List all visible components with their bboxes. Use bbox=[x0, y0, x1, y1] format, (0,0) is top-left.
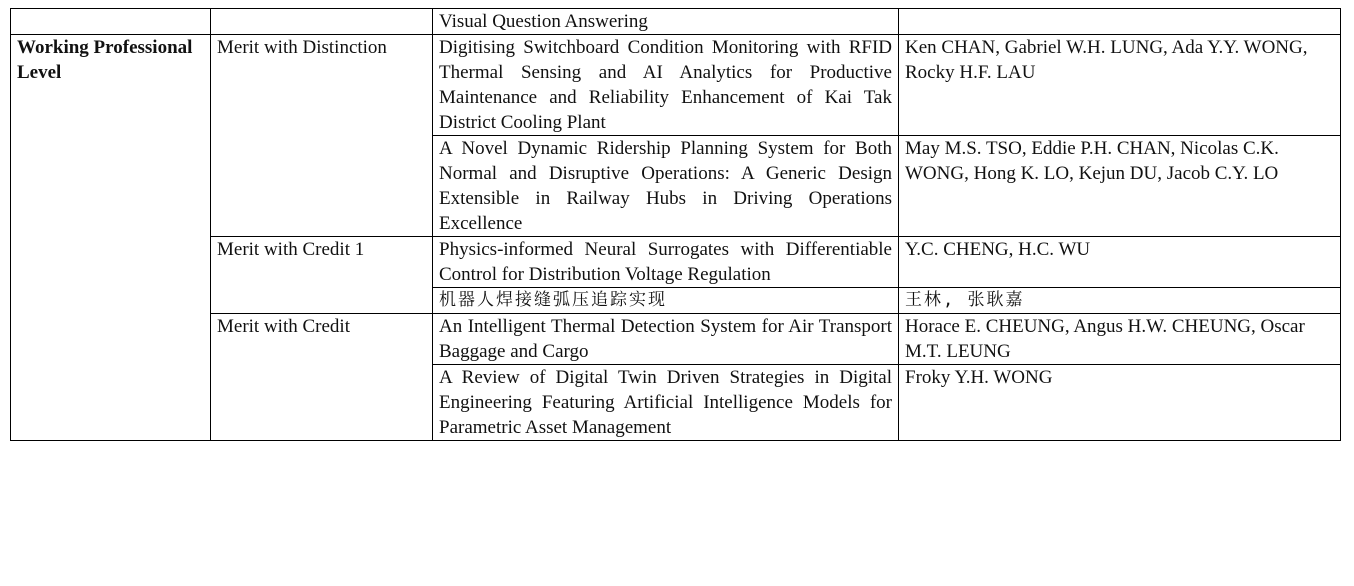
table-row bbox=[11, 35, 1341, 136]
project-title: A Review of Digital Twin Driven Strategies in Digital Engineering Featuring Artificial Intelligence Models for Parametric Asset Management bbox=[433, 365, 899, 441]
authors: May M.S. TSO, Eddie P.H. CHAN, Nicolas C.K. WONG, Hong K. LO, Kejun DU, Jacob C.Y. LO bbox=[899, 136, 1341, 237]
authors: 王林, 张耿嘉 bbox=[899, 288, 1341, 314]
award-cell-empty bbox=[211, 9, 433, 35]
table-row bbox=[11, 9, 1341, 35]
project-title: Physics-informed Neural Surrogates with Differentiable Control for Distribution Voltage Regulation bbox=[433, 237, 899, 288]
table-row bbox=[11, 237, 1341, 288]
project-title: Visual Question Answering bbox=[433, 9, 899, 35]
authors: Y.C. CHENG, H.C. WU bbox=[899, 237, 1341, 288]
level-label: Working Professional Level bbox=[11, 35, 211, 441]
award-merit-credit-1: Merit with Credit 1 bbox=[211, 237, 433, 314]
project-title: 机器人焊接缝弧压追踪实现 bbox=[433, 288, 899, 314]
project-title: A Novel Dynamic Ridership Planning System for Both Normal and Disruptive Operations: A Generic Design Extensible in Railway Hubs in Driving Operations Excellence bbox=[433, 136, 899, 237]
level-cell-empty bbox=[11, 9, 211, 35]
award-merit-distinction: Merit with Distinction bbox=[211, 35, 433, 237]
authors bbox=[899, 9, 1341, 35]
project-title: Digitising Switchboard Condition Monitoring with RFID Thermal Sensing and AI Analytics for Productive Maintenance and Reliability Enhancement of Kai Tak District Cooling Plant bbox=[433, 35, 899, 136]
award-merit-credit: Merit with Credit bbox=[211, 314, 433, 441]
authors: Ken CHAN, Gabriel W.H. LUNG, Ada Y.Y. WONG, Rocky H.F. LAU bbox=[899, 35, 1341, 136]
authors: Froky Y.H. WONG bbox=[899, 365, 1341, 441]
authors: Horace E. CHEUNG, Angus H.W. CHEUNG, Oscar M.T. LEUNG bbox=[899, 314, 1341, 365]
project-title: An Intelligent Thermal Detection System for Air Transport Baggage and Cargo bbox=[433, 314, 899, 365]
awards-table bbox=[10, 8, 1341, 441]
table-row bbox=[11, 314, 1341, 365]
